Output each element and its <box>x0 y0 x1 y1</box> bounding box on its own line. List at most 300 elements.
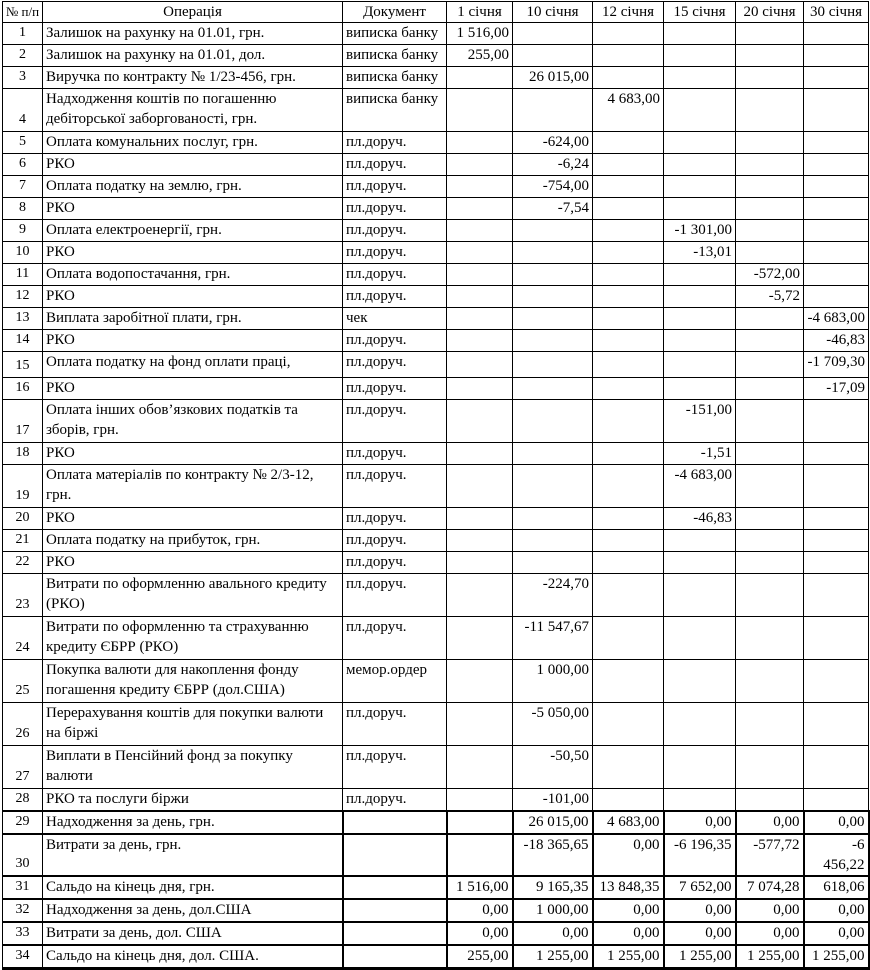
document-cell: пл.доруч. <box>343 154 447 176</box>
row-number-cell: 1 <box>3 23 43 45</box>
value-cell: -13,01 <box>664 242 736 264</box>
value-cell: 0,00 <box>804 899 869 922</box>
value-cell <box>593 132 664 154</box>
column-header: Операція <box>43 2 343 23</box>
document-cell: пл.доруч. <box>343 552 447 574</box>
table-row <box>3 308 869 330</box>
value-cell: 4 683,00 <box>593 811 664 834</box>
document-cell: пл.доруч. <box>343 443 447 465</box>
value-cell <box>736 242 804 264</box>
row-number-cell: 16 <box>3 378 43 400</box>
row-number-cell: 25 <box>3 660 43 703</box>
value-cell <box>513 45 593 67</box>
document-cell <box>343 899 447 922</box>
value-cell: 1 255,00 <box>513 945 593 969</box>
document-cell: виписка банку <box>343 67 447 89</box>
value-cell: -5,72 <box>736 286 804 308</box>
value-cell: 0,00 <box>664 922 736 945</box>
row-number-cell: 2 <box>3 45 43 67</box>
value-cell <box>664 23 736 45</box>
table-row <box>3 465 869 508</box>
row-number-cell: 13 <box>3 308 43 330</box>
value-cell <box>513 89 593 132</box>
value-cell <box>736 176 804 198</box>
operation-cell: Надходження за день, грн. <box>43 811 343 834</box>
value-cell <box>447 308 513 330</box>
operation-cell: Витрати за день, грн. <box>43 834 343 876</box>
header-row <box>3 2 869 23</box>
document-cell: пл.доруч. <box>343 530 447 552</box>
row-number-cell: 8 <box>3 198 43 220</box>
value-cell <box>736 220 804 242</box>
value-cell: -4 683,00 <box>804 308 869 330</box>
value-cell <box>447 552 513 574</box>
row-number-cell: 22 <box>3 552 43 574</box>
value-cell <box>513 443 593 465</box>
table-row <box>3 530 869 552</box>
value-cell: 0,00 <box>447 922 513 945</box>
document-cell <box>343 945 447 969</box>
value-cell: -6 196,35 <box>664 834 736 876</box>
value-cell <box>513 465 593 508</box>
value-cell <box>664 378 736 400</box>
column-header: 30 січня <box>804 2 869 23</box>
value-cell <box>664 45 736 67</box>
value-cell <box>447 530 513 552</box>
value-cell <box>593 264 664 286</box>
document-cell: чек <box>343 308 447 330</box>
table-row <box>3 67 869 89</box>
table-row <box>3 508 869 530</box>
value-cell <box>593 176 664 198</box>
value-cell: 618,06 <box>804 876 869 899</box>
value-cell: 0,00 <box>664 899 736 922</box>
value-cell <box>664 308 736 330</box>
operation-cell: Покупка валюти для накоплення фонду погашення кредиту ЄБРР (дол.США) <box>43 660 343 703</box>
value-cell: -50,50 <box>513 746 593 789</box>
value-cell: 1 255,00 <box>736 945 804 969</box>
document-cell: пл.доруч. <box>343 330 447 352</box>
value-cell: 0,00 <box>804 922 869 945</box>
value-cell <box>664 703 736 746</box>
table-row <box>3 574 869 617</box>
value-cell <box>736 552 804 574</box>
value-cell <box>447 811 513 834</box>
document-cell: пл.доруч. <box>343 286 447 308</box>
table-row <box>3 264 869 286</box>
document-cell: виписка банку <box>343 23 447 45</box>
value-cell <box>447 198 513 220</box>
value-cell <box>513 378 593 400</box>
operation-cell: РКО <box>43 330 343 352</box>
value-cell <box>664 286 736 308</box>
value-cell <box>804 23 869 45</box>
value-cell <box>804 264 869 286</box>
operation-cell: Виручка по контракту № 1/23-456, грн. <box>43 67 343 89</box>
value-cell <box>804 574 869 617</box>
value-cell <box>447 660 513 703</box>
value-cell: 26 015,00 <box>513 67 593 89</box>
value-cell <box>513 508 593 530</box>
table-row <box>3 703 869 746</box>
table-row <box>3 834 869 876</box>
row-number-cell: 24 <box>3 617 43 660</box>
row-number-cell: 7 <box>3 176 43 198</box>
value-cell <box>593 530 664 552</box>
value-cell <box>664 574 736 617</box>
value-cell: -46,83 <box>804 330 869 352</box>
row-number-cell: 14 <box>3 330 43 352</box>
value-cell <box>804 660 869 703</box>
value-cell <box>447 789 513 812</box>
row-number-cell: 32 <box>3 899 43 922</box>
table-row <box>3 400 869 443</box>
value-cell: 1 516,00 <box>447 876 513 899</box>
value-cell <box>664 176 736 198</box>
value-cell <box>804 508 869 530</box>
value-cell: -18 365,65 <box>513 834 593 876</box>
value-cell: 0,00 <box>664 811 736 834</box>
value-cell <box>593 617 664 660</box>
value-cell <box>513 400 593 443</box>
value-cell <box>736 443 804 465</box>
value-cell <box>664 789 736 812</box>
value-cell <box>736 574 804 617</box>
value-cell <box>447 378 513 400</box>
operation-cell: Залишок на рахунку на 01.01, грн. <box>43 23 343 45</box>
value-cell <box>736 746 804 789</box>
column-header: 1 січня <box>447 2 513 23</box>
value-cell <box>736 530 804 552</box>
value-cell <box>804 617 869 660</box>
value-cell <box>804 89 869 132</box>
document-cell: виписка банку <box>343 89 447 132</box>
value-cell <box>804 176 869 198</box>
value-cell <box>736 400 804 443</box>
value-cell <box>736 508 804 530</box>
value-cell <box>664 352 736 378</box>
value-cell <box>804 67 869 89</box>
document-cell: пл.доруч. <box>343 220 447 242</box>
value-cell <box>593 508 664 530</box>
row-number-cell: 5 <box>3 132 43 154</box>
value-cell <box>593 352 664 378</box>
value-cell <box>447 703 513 746</box>
value-cell <box>804 552 869 574</box>
value-cell <box>736 89 804 132</box>
value-cell: 1 516,00 <box>447 23 513 45</box>
table-row <box>3 552 869 574</box>
value-cell: -11 547,67 <box>513 617 593 660</box>
value-cell <box>664 530 736 552</box>
document-cell: пл.доруч. <box>343 746 447 789</box>
value-cell <box>664 154 736 176</box>
operation-cell: РКО <box>43 552 343 574</box>
table-row <box>3 198 869 220</box>
row-number-cell: 20 <box>3 508 43 530</box>
document-cell: пл.доруч. <box>343 378 447 400</box>
value-cell <box>804 703 869 746</box>
value-cell <box>593 67 664 89</box>
table-row <box>3 132 869 154</box>
row-number-cell: 19 <box>3 465 43 508</box>
document-cell: пл.доруч. <box>343 465 447 508</box>
value-cell <box>513 220 593 242</box>
value-cell: 1 000,00 <box>513 899 593 922</box>
row-number-cell: 31 <box>3 876 43 899</box>
operation-cell: РКО <box>43 443 343 465</box>
value-cell: -46,83 <box>664 508 736 530</box>
value-cell <box>447 746 513 789</box>
value-cell: -1,51 <box>664 443 736 465</box>
value-cell <box>513 330 593 352</box>
value-cell <box>447 574 513 617</box>
row-number-cell: 21 <box>3 530 43 552</box>
value-cell <box>513 286 593 308</box>
value-cell <box>804 154 869 176</box>
value-cell <box>447 220 513 242</box>
row-number-cell: 23 <box>3 574 43 617</box>
value-cell <box>593 198 664 220</box>
operation-cell: Оплата комунальних послуг, грн. <box>43 132 343 154</box>
value-cell: -577,72 <box>736 834 804 876</box>
value-cell <box>513 552 593 574</box>
row-number-cell: 17 <box>3 400 43 443</box>
value-cell <box>593 45 664 67</box>
value-cell <box>447 508 513 530</box>
value-cell <box>736 308 804 330</box>
row-number-cell: 27 <box>3 746 43 789</box>
table-row <box>3 922 869 945</box>
value-cell <box>513 530 593 552</box>
document-cell: пл.доруч. <box>343 264 447 286</box>
table-row <box>3 876 869 899</box>
value-cell <box>447 330 513 352</box>
document-cell: пл.доруч. <box>343 176 447 198</box>
value-cell: 7 074,28 <box>736 876 804 899</box>
value-cell <box>447 834 513 876</box>
value-cell <box>736 330 804 352</box>
value-cell <box>447 465 513 508</box>
value-cell <box>664 552 736 574</box>
operation-cell: Оплата електроенергії, грн. <box>43 220 343 242</box>
table-body <box>3 23 869 969</box>
table-row <box>3 220 869 242</box>
row-number-cell: 4 <box>3 89 43 132</box>
row-number-cell: 26 <box>3 703 43 746</box>
table-row <box>3 443 869 465</box>
table-row <box>3 811 869 834</box>
value-cell <box>447 400 513 443</box>
row-number-cell: 15 <box>3 352 43 378</box>
value-cell: 255,00 <box>447 945 513 969</box>
row-number-cell: 3 <box>3 67 43 89</box>
row-number-cell: 12 <box>3 286 43 308</box>
row-number-cell: 18 <box>3 443 43 465</box>
value-cell: -17,09 <box>804 378 869 400</box>
operation-cell: Оплата інших обов’язкових податків та зборів, грн. <box>43 400 343 443</box>
value-cell <box>664 746 736 789</box>
value-cell <box>804 443 869 465</box>
value-cell: -224,70 <box>513 574 593 617</box>
document-cell: пл.доруч. <box>343 703 447 746</box>
table-row <box>3 617 869 660</box>
operation-cell: Виплати в Пенсійний фонд за покупку валюти <box>43 746 343 789</box>
value-cell: -6 456,22 <box>804 834 869 876</box>
row-number-cell: 30 <box>3 834 43 876</box>
value-cell: 0,00 <box>804 811 869 834</box>
row-number-cell: 29 <box>3 811 43 834</box>
document-cell: пл.доруч. <box>343 352 447 378</box>
table-row <box>3 899 869 922</box>
row-number-cell: 11 <box>3 264 43 286</box>
value-cell <box>593 660 664 703</box>
value-cell: 0,00 <box>593 922 664 945</box>
value-cell: -754,00 <box>513 176 593 198</box>
table-row <box>3 89 869 132</box>
value-cell: 0,00 <box>593 899 664 922</box>
value-cell: 0,00 <box>593 834 664 876</box>
operation-cell: Оплата податку на фонд оплати праці, <box>43 352 343 378</box>
value-cell <box>736 789 804 812</box>
document-cell: пл.доруч. <box>343 242 447 264</box>
value-cell <box>736 465 804 508</box>
value-cell <box>736 132 804 154</box>
value-cell: 0,00 <box>513 922 593 945</box>
table-row <box>3 330 869 352</box>
column-header: 10 січня <box>513 2 593 23</box>
value-cell <box>664 89 736 132</box>
value-cell: 26 015,00 <box>513 811 593 834</box>
value-cell: 4 683,00 <box>593 89 664 132</box>
value-cell <box>447 352 513 378</box>
value-cell <box>513 264 593 286</box>
value-cell <box>447 617 513 660</box>
operation-cell: Оплата податку на землю, грн. <box>43 176 343 198</box>
value-cell <box>736 154 804 176</box>
value-cell <box>664 132 736 154</box>
document-cell: пл.доруч. <box>343 198 447 220</box>
value-cell <box>447 132 513 154</box>
value-cell <box>593 242 664 264</box>
value-cell <box>593 154 664 176</box>
value-cell: -7,54 <box>513 198 593 220</box>
value-cell <box>804 198 869 220</box>
value-cell <box>593 443 664 465</box>
operation-cell: Витрати по оформленню та страхуванню кредиту ЄБРР (РКО) <box>43 617 343 660</box>
value-cell <box>447 242 513 264</box>
value-cell <box>593 378 664 400</box>
document-cell: виписка банку <box>343 45 447 67</box>
table-row <box>3 945 869 969</box>
operation-cell: Витрати за день, дол. США <box>43 922 343 945</box>
value-cell: 0,00 <box>736 899 804 922</box>
value-cell: -1 709,30 <box>804 352 869 378</box>
operation-cell: Оплата матеріалів по контракту № 2/3-12, грн. <box>43 465 343 508</box>
column-header: 12 січня <box>593 2 664 23</box>
value-cell <box>447 89 513 132</box>
value-cell: 1 255,00 <box>593 945 664 969</box>
operation-cell: РКО та послуги біржи <box>43 789 343 812</box>
value-cell: -572,00 <box>736 264 804 286</box>
document-cell: пл.доруч. <box>343 617 447 660</box>
row-number-cell: 10 <box>3 242 43 264</box>
value-cell: -1 301,00 <box>664 220 736 242</box>
value-cell <box>736 45 804 67</box>
operations-table <box>2 1 870 970</box>
operation-cell: Сальдо на кінець дня, грн. <box>43 876 343 899</box>
value-cell: -5 050,00 <box>513 703 593 746</box>
operation-cell: РКО <box>43 154 343 176</box>
value-cell <box>513 308 593 330</box>
value-cell: 7 652,00 <box>664 876 736 899</box>
value-cell <box>804 242 869 264</box>
value-cell <box>736 198 804 220</box>
value-cell: 1 255,00 <box>804 945 869 969</box>
value-cell: 255,00 <box>447 45 513 67</box>
document-cell: пл.доруч. <box>343 789 447 812</box>
column-header: 15 січня <box>664 2 736 23</box>
table-row <box>3 660 869 703</box>
value-cell: -624,00 <box>513 132 593 154</box>
value-cell: 1 000,00 <box>513 660 593 703</box>
operation-cell: Витрати по оформленню авального кредиту (РКО) <box>43 574 343 617</box>
value-cell <box>447 443 513 465</box>
column-header: № п/п <box>3 2 43 23</box>
value-cell <box>804 789 869 812</box>
operation-cell: Надходження за день, дол.США <box>43 899 343 922</box>
table-row <box>3 154 869 176</box>
table-row <box>3 352 869 378</box>
operation-cell: Залишок на рахунку на 01.01, дол. <box>43 45 343 67</box>
document-cell <box>343 811 447 834</box>
value-cell <box>593 574 664 617</box>
value-cell <box>804 530 869 552</box>
value-cell <box>513 23 593 45</box>
operation-cell: РКО <box>43 508 343 530</box>
value-cell <box>593 789 664 812</box>
value-cell <box>513 242 593 264</box>
value-cell <box>736 703 804 746</box>
value-cell: 0,00 <box>736 811 804 834</box>
value-cell <box>593 746 664 789</box>
document-cell: пл.доруч. <box>343 400 447 443</box>
table-row <box>3 378 869 400</box>
value-cell: 1 255,00 <box>664 945 736 969</box>
row-number-cell: 6 <box>3 154 43 176</box>
operation-cell: Сальдо на кінець дня, дол. США. <box>43 945 343 969</box>
value-cell: 0,00 <box>736 922 804 945</box>
table-row <box>3 45 869 67</box>
document-cell: пл.доруч. <box>343 508 447 530</box>
value-cell <box>804 132 869 154</box>
row-number-cell: 9 <box>3 220 43 242</box>
operation-cell: РКО <box>43 378 343 400</box>
value-cell <box>447 154 513 176</box>
table-row <box>3 789 869 812</box>
value-cell: 13 848,35 <box>593 876 664 899</box>
operation-cell: Перерахування коштів для покупки валюти на біржі <box>43 703 343 746</box>
value-cell <box>736 352 804 378</box>
value-cell: -4 683,00 <box>664 465 736 508</box>
value-cell <box>664 330 736 352</box>
value-cell <box>447 67 513 89</box>
table-row <box>3 286 869 308</box>
table-row <box>3 746 869 789</box>
value-cell <box>736 23 804 45</box>
value-cell <box>593 552 664 574</box>
value-cell <box>593 330 664 352</box>
